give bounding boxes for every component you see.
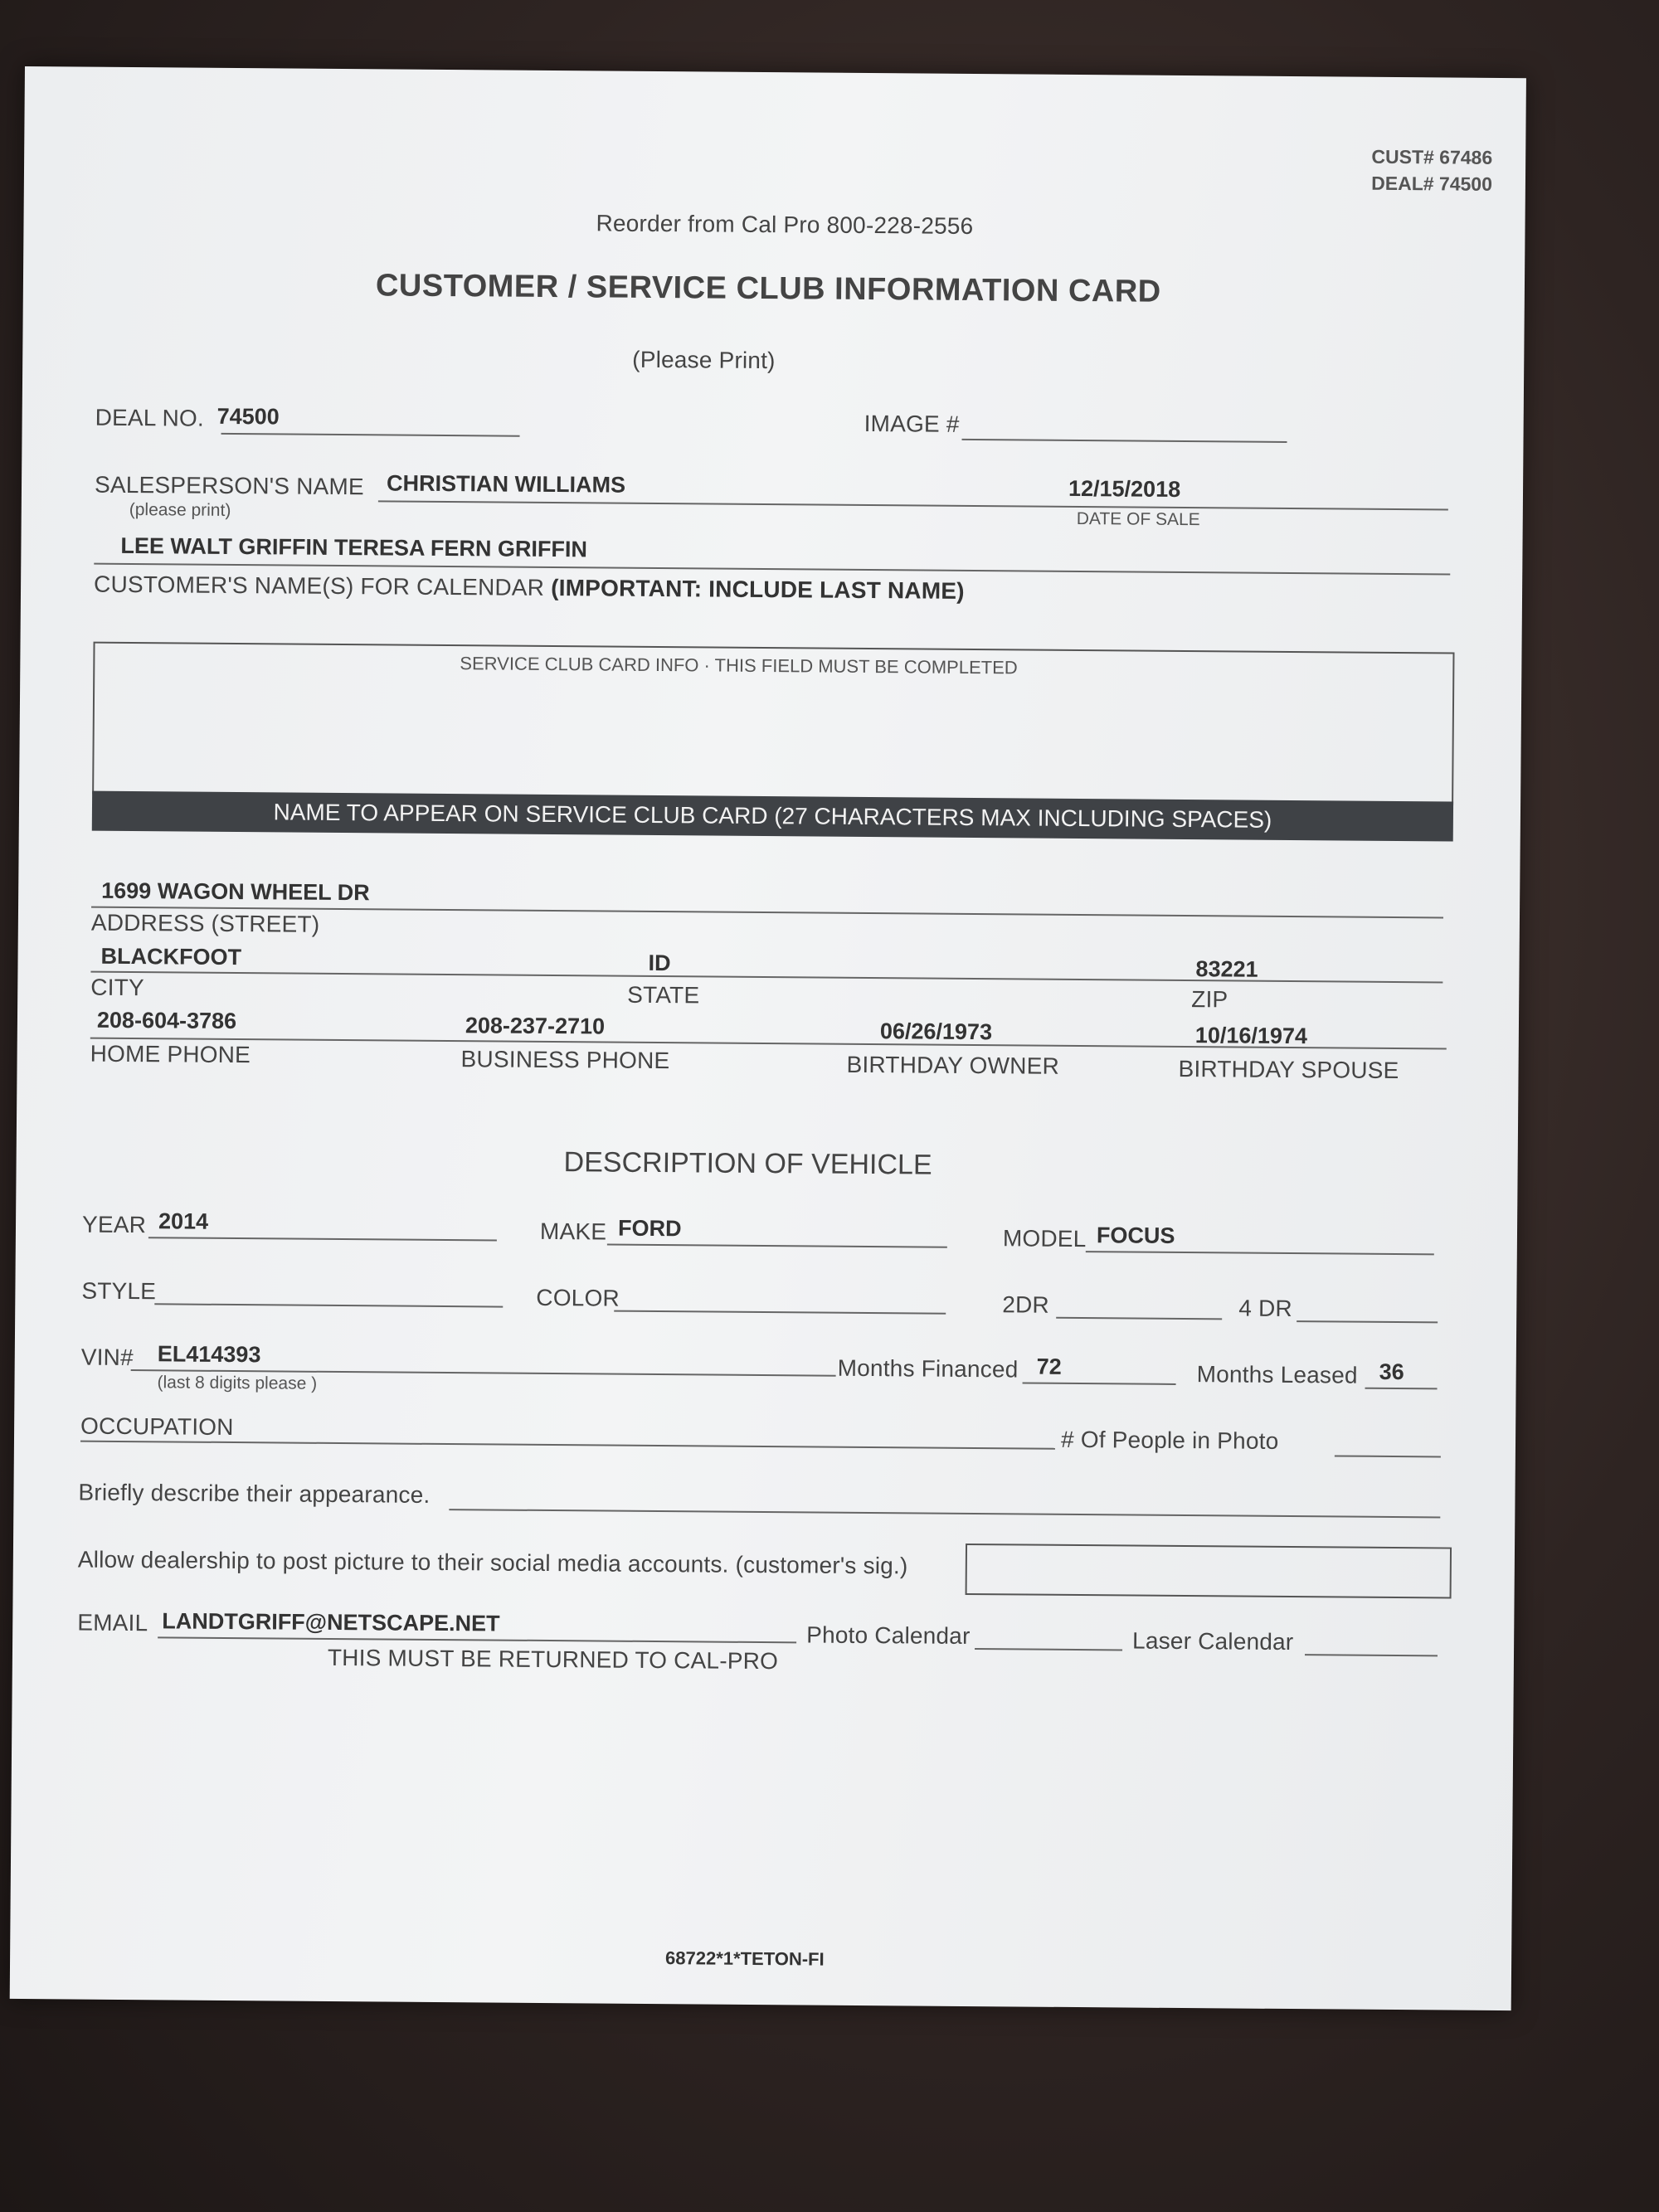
four-door-line bbox=[1297, 1320, 1438, 1323]
color-field[interactable] bbox=[615, 1284, 939, 1311]
customer-deal-numbers bbox=[1268, 143, 1492, 197]
email-field[interactable]: LANDTGRIFF@NETSCAPE.NET bbox=[162, 1608, 500, 1636]
return-note: THIS MUST BE RETURNED TO CAL-PRO bbox=[327, 1644, 779, 1675]
social-media-signature-box[interactable] bbox=[966, 1544, 1452, 1599]
salesperson-sublabel: (please print) bbox=[129, 500, 231, 520]
please-print-note: (Please Print) bbox=[632, 346, 776, 374]
laser-calendar-label: Laser Calendar bbox=[1132, 1627, 1294, 1655]
deal-no-label: DEAL NO. bbox=[95, 404, 205, 431]
deal-no-line bbox=[221, 433, 520, 437]
style-label: STYLE bbox=[81, 1277, 157, 1305]
customer-names-label bbox=[94, 571, 965, 605]
customer-names-label-text: CUSTOMER'S NAME(S) FOR CALENDAR bbox=[93, 571, 545, 600]
model-line bbox=[1086, 1251, 1434, 1255]
date-of-sale-field[interactable]: 12/15/2018 bbox=[1068, 475, 1181, 502]
two-door-label: 2DR bbox=[1002, 1291, 1050, 1318]
two-door-line bbox=[1056, 1317, 1222, 1320]
photo-calendar-label: Photo Calendar bbox=[806, 1621, 971, 1650]
salesperson-field[interactable]: CHRISTIAN WILLIAMS bbox=[386, 470, 626, 498]
image-no-line bbox=[961, 439, 1287, 443]
months-financed-line bbox=[1023, 1382, 1176, 1384]
birthday-spouse-field[interactable]: 10/16/1974 bbox=[1194, 1023, 1308, 1049]
business-phone-label: BUSINESS PHONE bbox=[460, 1046, 670, 1074]
vehicle-heading: DESCRIPTION OF VEHICLE bbox=[563, 1146, 932, 1181]
service-club-box bbox=[92, 642, 1454, 805]
photo-calendar-line bbox=[975, 1648, 1122, 1650]
customer-names-important: (IMPORTANT: INCLUDE LAST NAME) bbox=[551, 575, 965, 604]
model-label: MODEL bbox=[1002, 1225, 1087, 1252]
city-field[interactable]: BLACKFOOT bbox=[100, 943, 242, 970]
four-door-field[interactable] bbox=[1298, 1294, 1431, 1320]
months-financed-label: Months Financed bbox=[837, 1354, 1019, 1383]
year-label: YEAR bbox=[81, 1211, 147, 1238]
photo-calendar-field[interactable] bbox=[976, 1621, 1117, 1647]
people-in-photo-line bbox=[1335, 1455, 1441, 1457]
date-of-sale-label: DATE OF SALE bbox=[1076, 508, 1200, 530]
reorder-line: Reorder from Cal Pro 800-228-2556 bbox=[596, 210, 974, 239]
year-field[interactable]: 2014 bbox=[158, 1208, 209, 1234]
service-club-name-field[interactable] bbox=[110, 685, 1430, 786]
social-media-label: Allow dealership to post picture to their social media accounts. (customer's sig.) bbox=[77, 1546, 908, 1579]
info-card-paper bbox=[10, 66, 1526, 2010]
people-in-photo-label: # Of People in Photo bbox=[1060, 1426, 1279, 1454]
months-financed-field[interactable]: 72 bbox=[1036, 1354, 1062, 1379]
state-label: STATE bbox=[627, 981, 700, 1009]
months-leased-label: Months Leased bbox=[1196, 1361, 1358, 1388]
vin-note: (last 8 digits please ) bbox=[157, 1373, 318, 1393]
birthday-owner-field[interactable]: 06/26/1973 bbox=[879, 1018, 993, 1045]
model-field[interactable]: FOCUS bbox=[1096, 1223, 1175, 1248]
salesperson-line bbox=[378, 500, 1448, 510]
people-in-photo-field[interactable] bbox=[1336, 1428, 1436, 1454]
cust-number: CUST# 67486 bbox=[1371, 145, 1493, 168]
service-club-box-title: SERVICE CLUB CARD INFO · THIS FIELD MUST BE COMPLETED bbox=[460, 653, 1018, 678]
appearance-label: Briefly describe their appearance. bbox=[78, 1479, 431, 1508]
service-club-name-bar: NAME TO APPEAR ON SERVICE CLUB CARD (27 CHARACTERS MAX INCLUDING SPACES) bbox=[92, 791, 1453, 842]
home-phone-field[interactable]: 208-604-3786 bbox=[96, 1007, 237, 1034]
birthday-owner-label: BIRTHDAY OWNER bbox=[846, 1051, 1060, 1079]
business-phone-field[interactable]: 208-237-2710 bbox=[465, 1013, 606, 1039]
state-field[interactable]: ID bbox=[648, 950, 671, 976]
make-field[interactable]: FORD bbox=[617, 1215, 682, 1242]
address-field[interactable]: 1699 WAGON WHEEL DR bbox=[101, 878, 370, 906]
color-label: COLOR bbox=[536, 1284, 620, 1311]
email-line bbox=[158, 1636, 796, 1643]
birthday-spouse-label: BIRTHDAY SPOUSE bbox=[1178, 1055, 1399, 1084]
occupation-label: OCCUPATION bbox=[80, 1412, 234, 1441]
appearance-field[interactable] bbox=[453, 1481, 1432, 1514]
form-title: CUSTOMER / SERVICE CLUB INFORMATION CARD bbox=[375, 268, 1161, 309]
deal-no-field[interactable]: 74500 bbox=[216, 403, 280, 430]
image-no-label: IMAGE # bbox=[864, 410, 960, 437]
customer-names-field[interactable]: LEE WALT GRIFFIN TERESA FERN GRIFFIN bbox=[120, 532, 588, 562]
style-field[interactable] bbox=[156, 1276, 496, 1304]
vin-label: VIN# bbox=[80, 1344, 134, 1371]
months-leased-field[interactable]: 36 bbox=[1379, 1359, 1404, 1385]
make-label: MAKE bbox=[539, 1218, 607, 1245]
occupation-field[interactable] bbox=[238, 1413, 1043, 1445]
zip-label: ZIP bbox=[1191, 986, 1228, 1013]
four-door-label: 4 DR bbox=[1238, 1295, 1293, 1322]
laser-calendar-line bbox=[1305, 1654, 1438, 1656]
deal-number-top: DEAL# 74500 bbox=[1371, 172, 1493, 195]
year-line bbox=[148, 1237, 497, 1241]
email-label: EMAIL bbox=[77, 1609, 148, 1636]
footer-form-code: 68722*1*TETON-FI bbox=[665, 1947, 825, 1970]
salesperson-label: SALESPERSON'S NAME bbox=[94, 471, 364, 500]
two-door-field[interactable] bbox=[1058, 1291, 1215, 1316]
address-label: ADDRESS (STREET) bbox=[90, 909, 320, 937]
color-line bbox=[614, 1310, 946, 1315]
home-phone-label: HOME PHONE bbox=[90, 1040, 251, 1068]
make-line bbox=[607, 1244, 947, 1248]
months-leased-line bbox=[1365, 1388, 1438, 1390]
laser-calendar-field[interactable] bbox=[1306, 1627, 1431, 1653]
zip-field[interactable]: 83221 bbox=[1195, 956, 1258, 982]
city-label: CITY bbox=[90, 974, 144, 1001]
vin-field[interactable]: EL414393 bbox=[157, 1341, 261, 1368]
